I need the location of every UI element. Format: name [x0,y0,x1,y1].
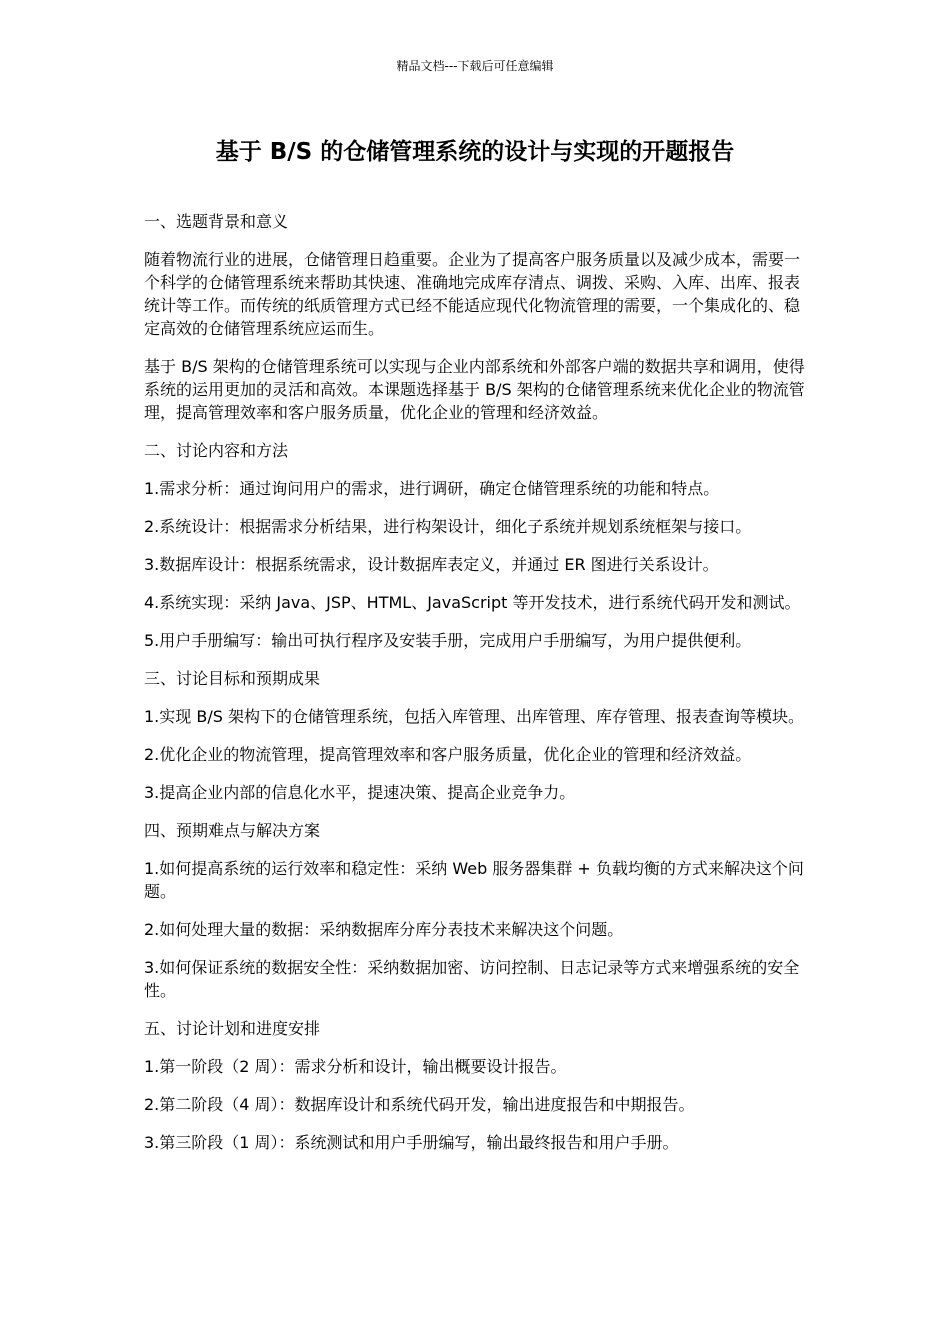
section-heading-schedule: 五、讨论计划和进度安排 [144,1019,321,1038]
paragraph-background-2: 基于 B/S 架构的仓储管理系统可以实现与企业内部系统和外部客户端的数据共享和调用，使得系统的运用更加的灵活和高效。本课题选择基于 B/S 架构的仓储管理系统来优化企业的物流管理，提高管理效率和客户服务质量，优化企业的管理和经济效益。 [144,357,805,422]
list-item: 3.第三阶段（1 周）：系统测试和用户手册编写，输出最终报告和用户手册。 [144,1133,679,1152]
list-item: 3.提高企业内部的信息化水平，提速决策、提高企业竞争力。 [144,783,576,802]
list-item: 3.如何保证系统的数据安全性：采纳数据加密、访问控制、日志记录等方式来增强系统的安全性。 [144,958,800,1000]
section-heading-goals: 三、讨论目标和预期成果 [144,669,321,688]
document-title: 基于 B/S 的仓储管理系统的设计与实现的开题报告 [215,139,735,165]
section-heading-background: 一、选题背景和意义 [144,212,289,231]
section-heading-research-content: 二、讨论内容和方法 [144,441,289,460]
list-item: 1.如何提高系统的运行效率和稳定性：采纳 Web 服务器集群 + 负载均衡的方式来解决这个问题。 [144,859,804,901]
list-item: 1.实现 B/S 架构下的仓储管理系统，包括入库管理、出库管理、库存管理、报表查询等模块。 [144,707,804,726]
document-body [144,210,806,1169]
list-item: 2.如何处理大量的数据：采纳数据库分库分表技术来解决这个问题。 [144,920,624,939]
list-item: 1.需求分析：通过询问用户的需求，进行调研，确定仓储管理系统的功能和特点。 [144,479,720,498]
list-item: 2.优化企业的物流管理，提高管理效率和客户服务质量，优化企业的管理和经济效益。 [144,745,752,764]
list-item: 3.数据库设计：根据系统需求，设计数据库表定义，并通过 ER 图进行关系设计。 [144,555,719,574]
paragraph-background-1: 随着物流行业的进展，仓储管理日趋重要。企业为了提高客户服务质量以及减少成本，需要一个科学的仓储管理系统来帮助其快速、准确地完成库存清点、调拨、采购、入库、出库、报表统计等工作。而传统的纸质管理方式已经不能适应现代化物流管理的需要，一个集成化的、稳定高效的仓储管理系统应运而生。 [144,250,801,338]
list-item: 2.系统设计：根据需求分析结果，进行构架设计，细化子系统并规划系统框架与接口。 [144,517,752,536]
list-item: 5.用户手册编写：输出可执行程序及安装手册，完成用户手册编写，为用户提供便利。 [144,631,752,650]
section-heading-difficulties: 四、预期难点与解决方案 [144,821,321,840]
list-item: 4.系统实现：采纳 Java、JSP、HTML、JavaScript 等开发技术，进行系统代码开发和测试。 [144,593,801,612]
list-item: 2.第二阶段（4 周）：数据库设计和系统代码开发，输出进度报告和中期报告。 [144,1095,695,1114]
list-item: 1.第一阶段（2 周）：需求分析和设计，输出概要设计报告。 [144,1057,567,1076]
page-header: 精品文档---下载后可任意编辑 [396,59,554,73]
